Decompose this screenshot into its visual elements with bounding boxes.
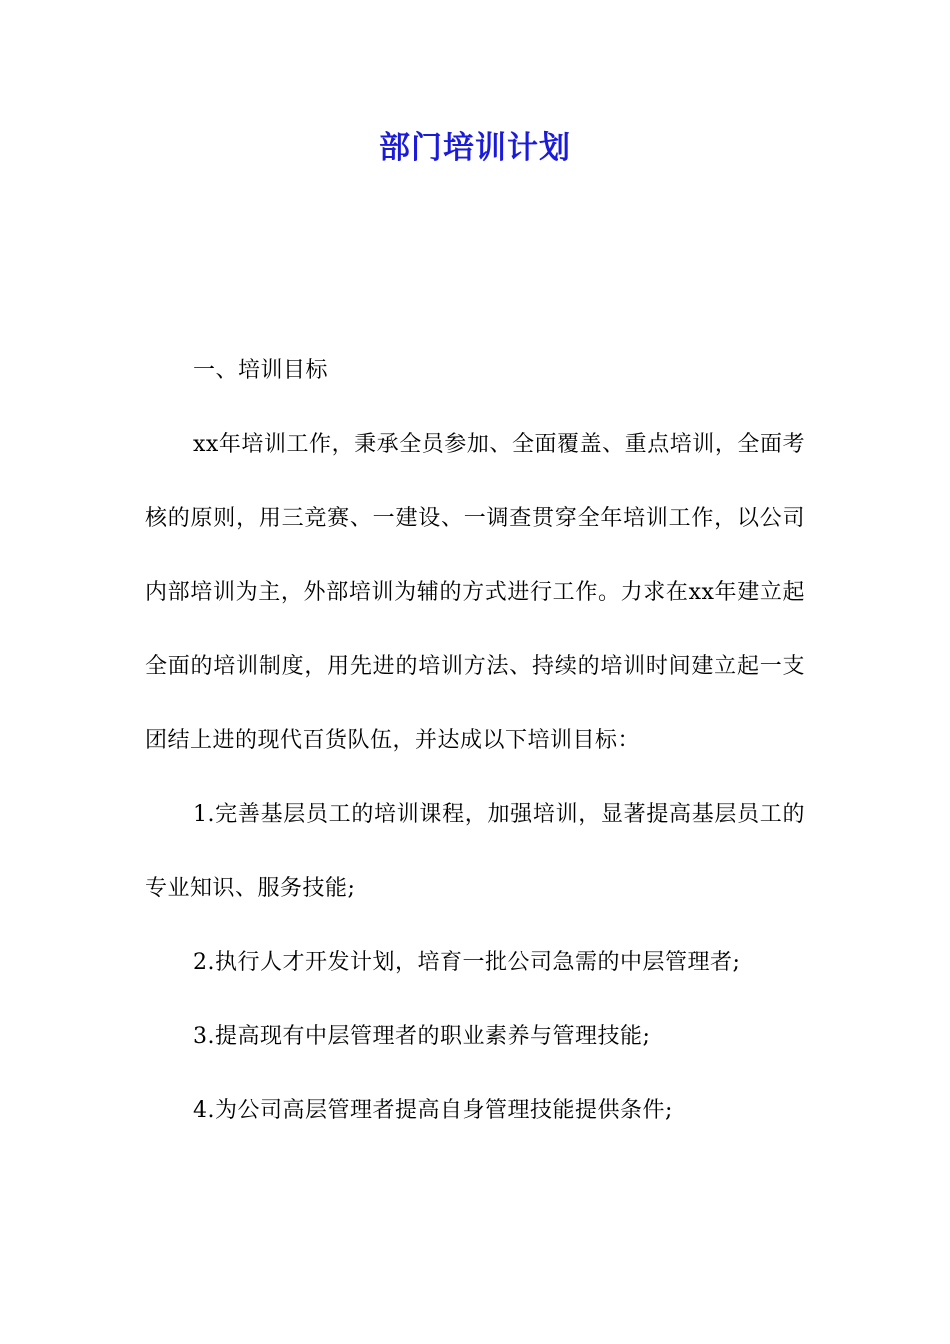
section-heading: 一、培训目标 bbox=[193, 358, 329, 383]
document-title: 部门培训计划 bbox=[379, 130, 571, 166]
goal-item: 1.完善基层员工的培训课程，加强培训，显著提高基层员工的专业知识、服务技能; bbox=[145, 802, 805, 901]
goal-item: 4.为公司高层管理者提高自身管理技能提供条件; bbox=[193, 1098, 673, 1123]
goal-item: 2.执行人才开发计划，培育一批公司急需的中层管理者; bbox=[193, 950, 741, 975]
document-body bbox=[145, 334, 805, 1148]
intro-paragraph: xx年培训工作，秉承全员参加、全面覆盖、重点培训，全面考核的原则，用三竞赛、一建设、一调查贯穿全年培训工作，以公司内部培训为主，外部培训为辅的方式进行工作。力求在xx年建立起全面的培训制度，用先进的培训方法、持续的培训时间建立起一支团结上进的现代百货队伍，并达成以下培训目标： bbox=[145, 432, 805, 753]
goal-item: 3.提高现有中层管理者的职业素养与管理技能; bbox=[193, 1024, 651, 1049]
